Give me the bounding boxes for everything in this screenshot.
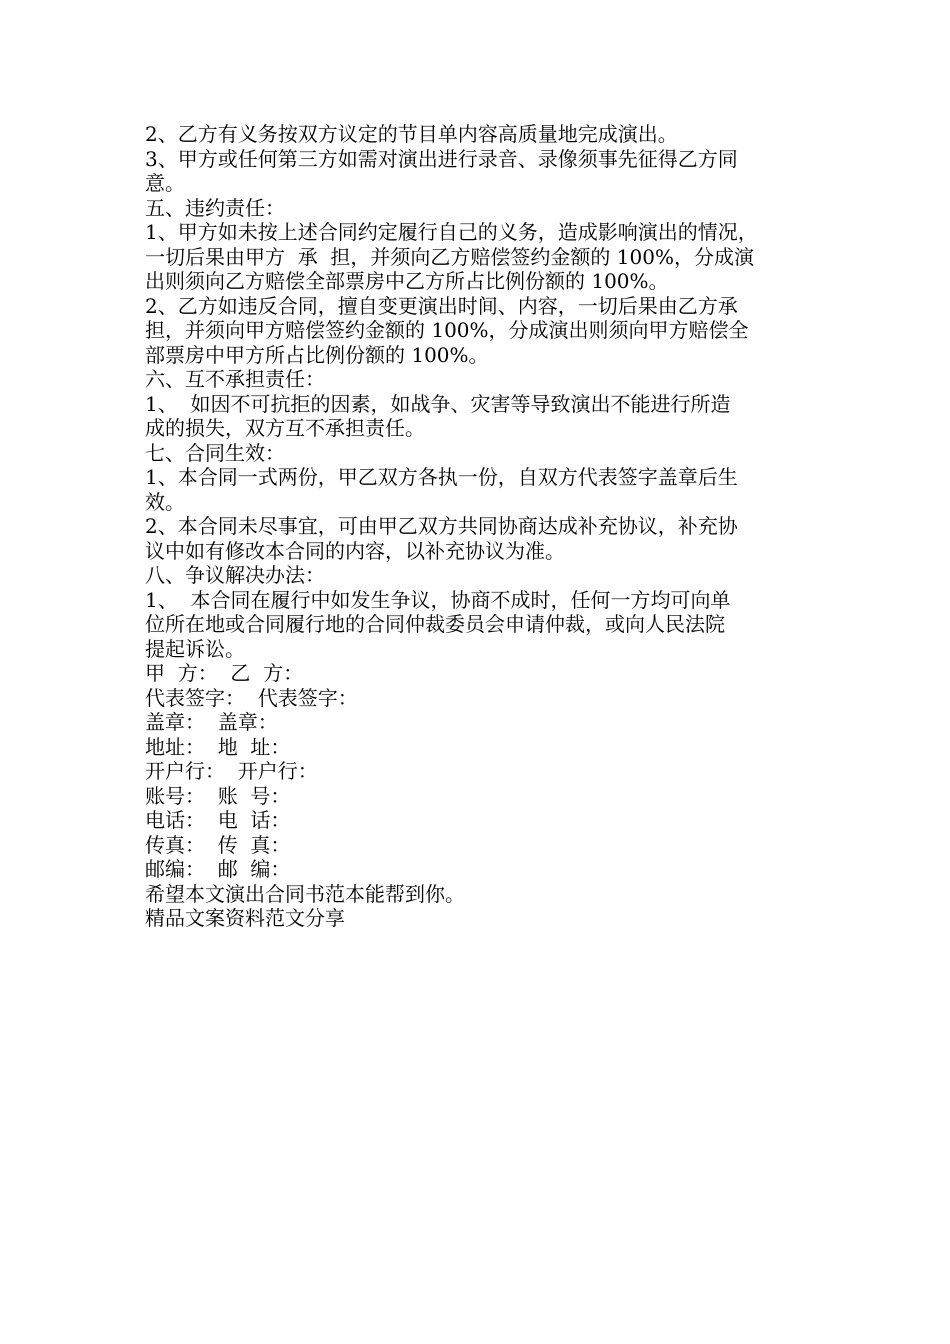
clause-3-text-cont: 意。 — [145, 171, 185, 195]
breach-clause-2-cont: 担，并须向甲方赔偿签约金额的 100%，分成演出则须向甲方赔偿全 — [145, 318, 749, 342]
signature-bank-row: 开户行： 开户行： — [145, 759, 318, 783]
closing-note: 希望本文演出合同书范本能帮到你。 — [145, 881, 465, 906]
breach-clause-2: 2、乙方如违反合同，擅自变更演出时间、内容，一切后果由乙方承 — [145, 293, 738, 318]
clause-3-text: 3、甲方或任何第三方如需对演出进行录音、录像须事先征得乙方同 — [145, 146, 738, 171]
force-majeure-clause-1-cont: 成的损失，双方互不承担责任。 — [145, 416, 425, 440]
signature-address-row: 地址： 地 址： — [145, 734, 291, 759]
section-heading-effect: 七、合同生效： — [145, 440, 285, 465]
section-heading-force-majeure: 六、互不承担责任： — [145, 367, 325, 391]
signature-account-row: 账号： 账 号： — [145, 783, 291, 808]
effect-clause-2: 2、本合同未尽事宜，可由甲乙双方共同协商达成补充协议，补充协 — [145, 514, 738, 538]
breach-clause-1-cont: 出则须向乙方赔偿全部票房中乙方所占比例份额的 100%。 — [145, 269, 669, 293]
dispute-clause-1-cont: 提起诉讼。 — [145, 636, 245, 661]
effect-clause-1-cont: 效。 — [145, 489, 185, 514]
dispute-clause-1: 1、 本合同在履行中如发生争议，协商不成时，任何一方均可向单 — [145, 587, 731, 612]
signature-phone-row: 电话： 电 话： — [145, 808, 291, 832]
clause-2-text: 2、乙方有义务按双方议定的节目单内容高质量地完成演出。 — [145, 122, 678, 146]
breach-clause-2-cont: 部票房中甲方所占比例份额的 100%。 — [145, 342, 489, 367]
signature-party-row: 甲 方： 乙 方： — [145, 661, 304, 685]
breach-clause-1-cont: 一切后果由甲方 承 担，并须向乙方赔偿签约金额的 100%，分成演 — [145, 244, 754, 269]
effect-clause-1: 1、本合同一式两份，甲乙双方各执一份，自双方代表签字盖章后生 — [145, 465, 738, 489]
footer-note: 精品文案资料范文分享 — [145, 906, 345, 930]
signature-representative-row: 代表签字： 代表签字： — [145, 685, 358, 710]
signature-postcode-row: 邮编： 邮 编： — [145, 857, 291, 881]
signature-seal-row: 盖章： 盖章： — [145, 710, 278, 734]
signature-fax-row: 传真： 传 真： — [145, 832, 291, 857]
force-majeure-clause-1: 1、 如因不可抗拒的因素，如战争、灾害等导致演出不能进行所造 — [145, 391, 731, 416]
section-heading-breach: 五、违约责任： — [145, 195, 285, 220]
dispute-clause-1-cont: 位所在地或合同履行地的合同仲裁委员会申请仲裁，或向人民法院 — [145, 612, 725, 636]
document-body — [145, 122, 810, 931]
section-heading-dispute: 八、争议解决办法： — [145, 563, 325, 587]
effect-clause-2-cont: 议中如有修改本合同的内容，以补充协议为准。 — [145, 538, 565, 563]
breach-clause-1: 1、甲方如未按上述合同约定履行自己的义务，造成影响演出的情况， — [145, 220, 758, 244]
